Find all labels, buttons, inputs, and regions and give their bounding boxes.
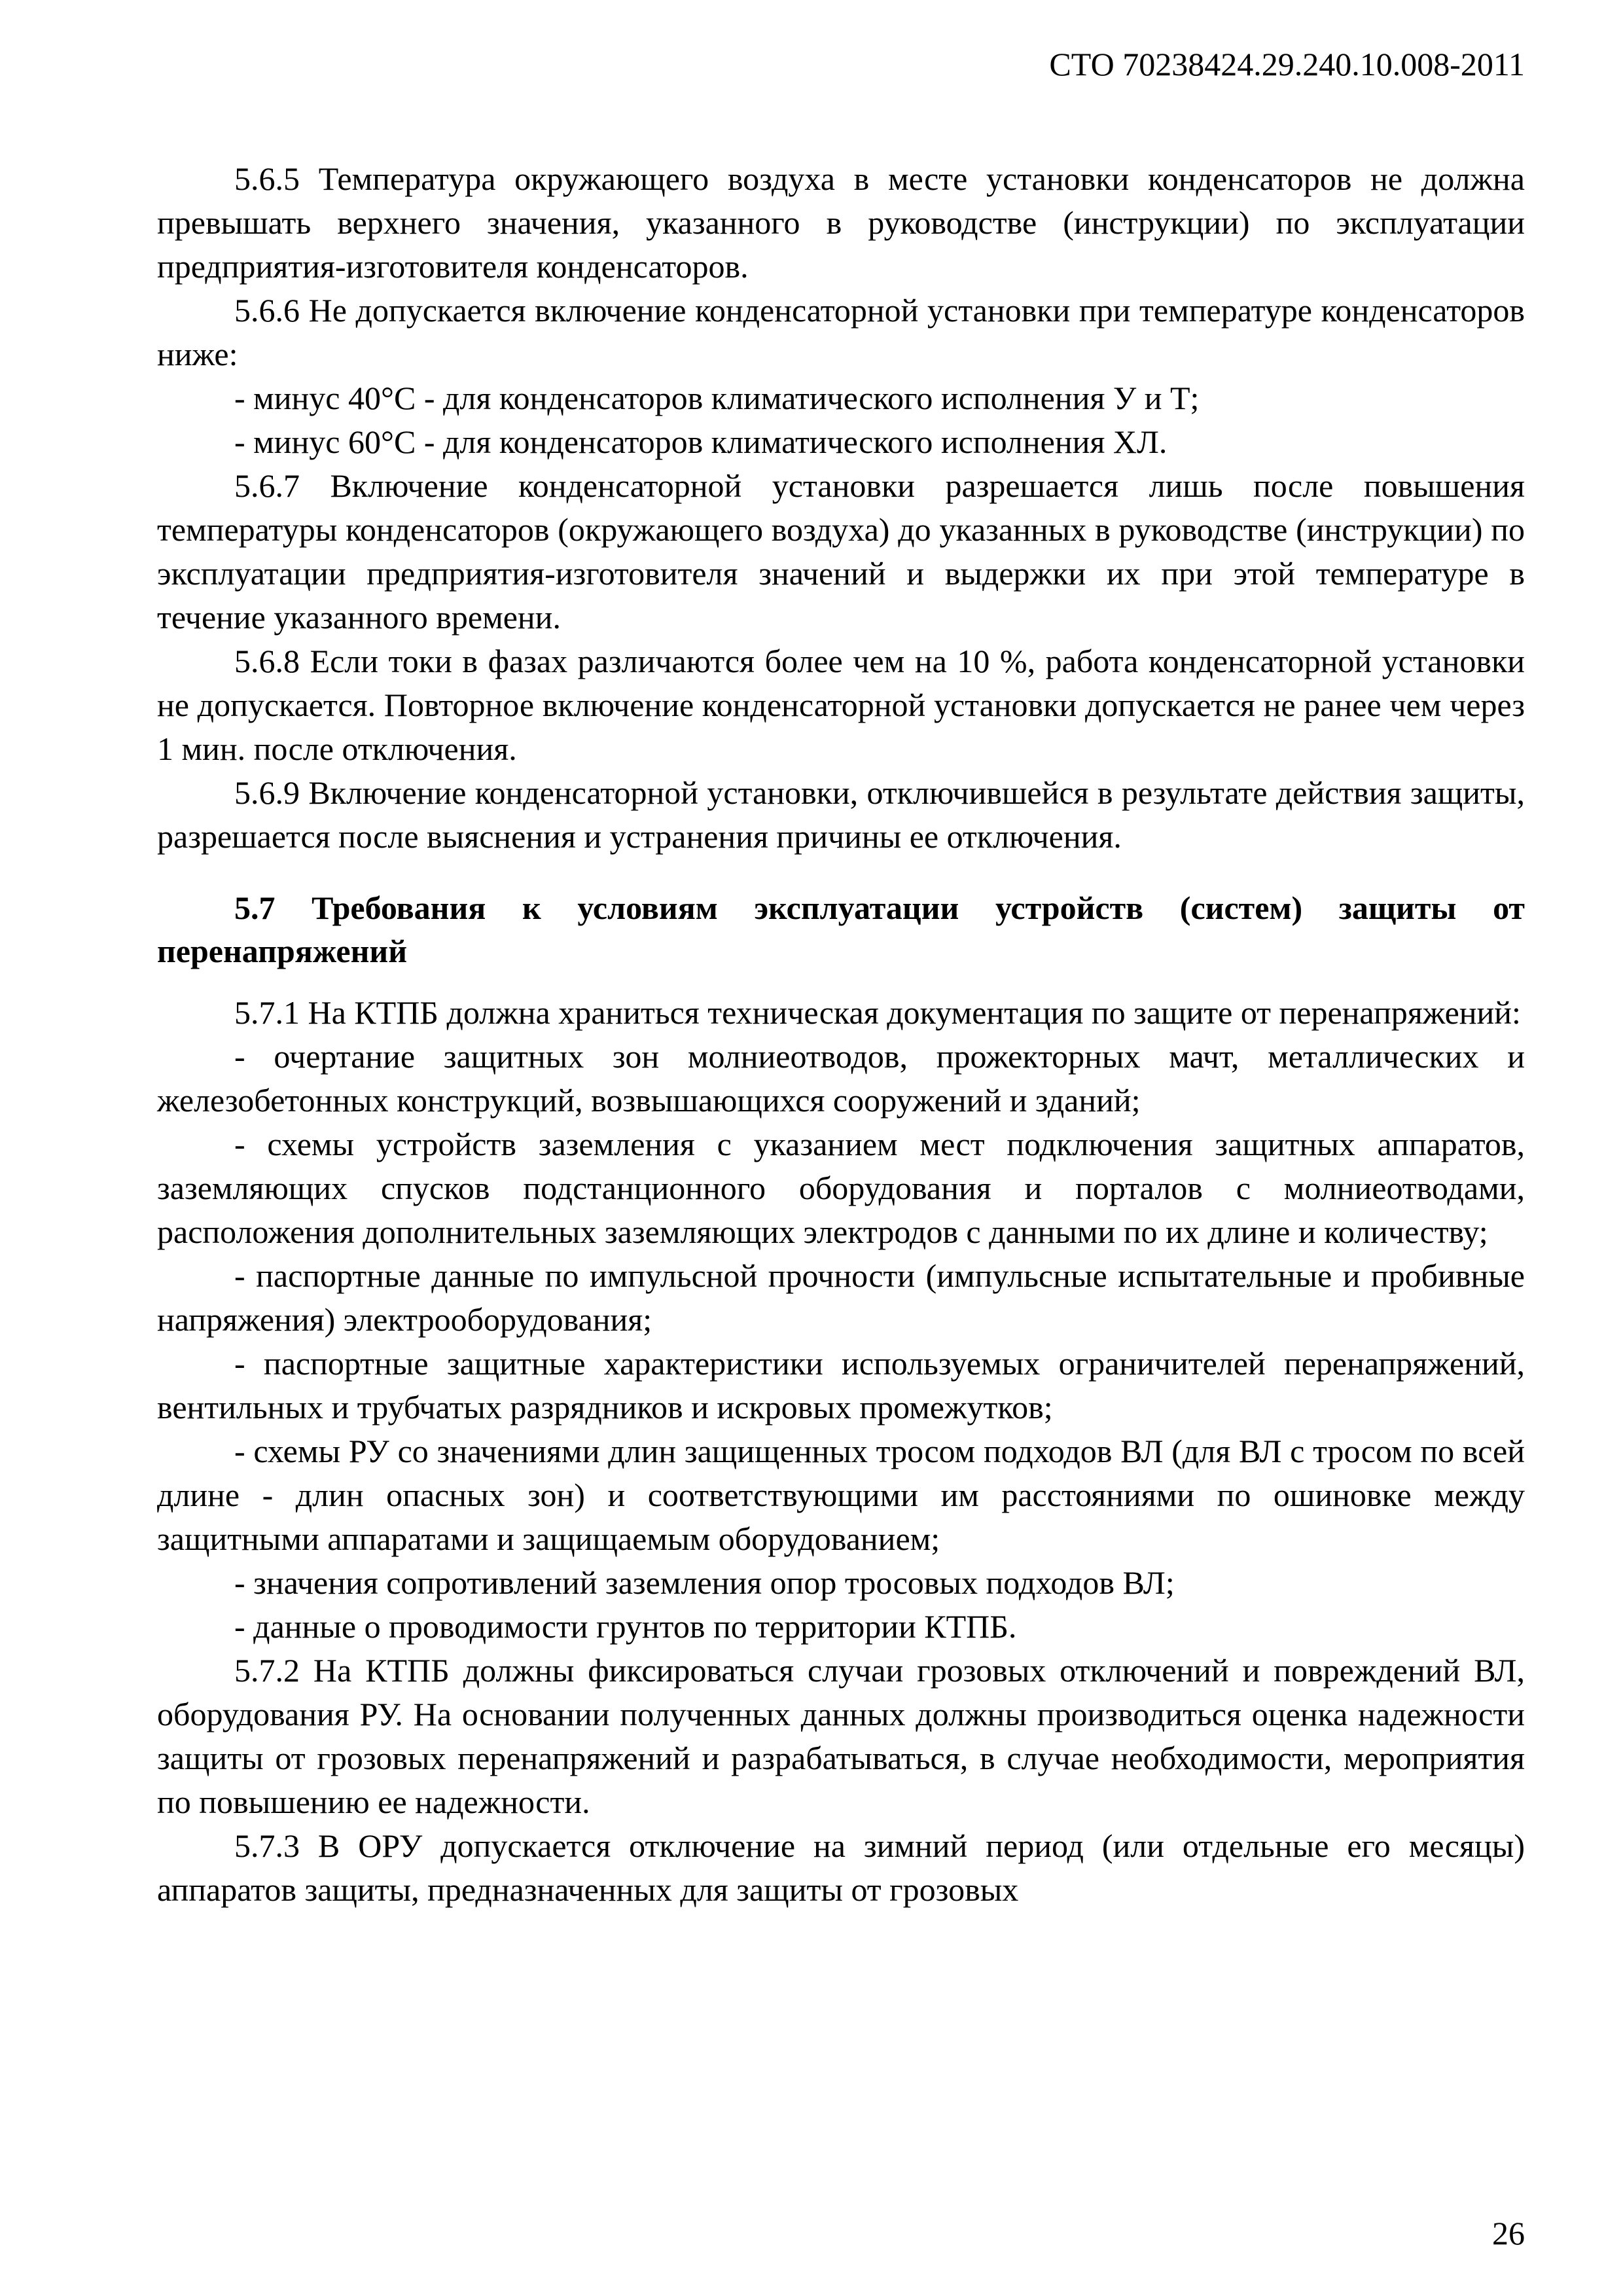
paragraph-5-6-7: 5.6.7 Включение конденсаторной установки разрешается лишь после повышения температуры конденсаторов (окружающего воздуха) до указанных в руководстве (инструкции) по эксплуатации предприятия-изготовителя значений и выдержки их при этой температуре в течение указанного времени. — [157, 467, 1525, 636]
document-body — [157, 157, 1525, 1912]
list-item-protection-zones: - очертание защитных зон молниеотводов, прожекторных мачт, металлических и железобетонных конструкций, возвышающихся сооружений и зданий; — [157, 1038, 1525, 1119]
list-item-switchgear-schemes: - схемы РУ со значениями длин защищенных тросом подходов ВЛ (для ВЛ с тросом по всей длине - длин опасных зон) и соответствующими им расстояниями по ошиновке между защитными аппаратами и защищаемым оборудованием; — [157, 1433, 1525, 1557]
section-heading-5-7: 5.7 Требования к условиям эксплуатации устройств (систем) защиты от перенапряжений — [157, 889, 1525, 969]
list-item-surge-arresters: - паспортные защитные характеристики используемых ограничителей перенапряжений, вентильных и трубчатых разрядников и искровых промежутков; — [157, 1345, 1525, 1426]
paragraph-5-6-5: 5.6.5 Температура окружающего воздуха в месте установки конденсаторов не должна превышать верхнего значения, указанного в руководстве (инструкции) по эксплуатации предприятия-изготовителя конденсаторов. — [157, 160, 1525, 285]
paragraph-5-7-2: 5.7.2 На КТПБ должны фиксироваться случаи грозовых отключений и повреждений ВЛ, оборудования РУ. На основании полученных данных должны производиться оценка надежности защиты от грозовых перенапряжений и разрабатываться, в случае необходимости, мероприятия по повышению ее надежности. — [157, 1652, 1525, 1820]
paragraph-5-6-8: 5.6.8 Если токи в фазах различаются более чем на 10 %, работа конденсаторной установки не допускается. Повторное включение конденсаторной установки допускается не ранее чем через 1 мин. после отключения. — [157, 643, 1525, 767]
list-item-minus-60: - минус 60°С - для конденсаторов климатического исполнения ХЛ. — [234, 423, 1168, 460]
paragraph-5-6-6: 5.6.6 Не допускается включение конденсаторной установки при температуре конденсаторов ниже: — [157, 292, 1525, 372]
paragraph-5-7-3: 5.7.3 В ОРУ допускается отключение на зимний период (или отдельные его месяцы) аппаратов защиты, предназначенных для защиты от грозовых — [157, 1827, 1525, 1908]
paragraph-5-7-1: 5.7.1 На КТПБ должна храниться техническая документация по защите от перенапряжений: — [234, 994, 1521, 1031]
document-code: СТО 70238424.29.240.10.008-2011 — [1049, 46, 1525, 82]
list-item-soil-conductivity: - данные о проводимости грунтов по территории КТПБ. — [234, 1608, 1017, 1645]
list-item-grounding-resistance: - значения сопротивлений заземления опор тросовых подходов ВЛ; — [234, 1564, 1175, 1601]
paragraph-5-6-9: 5.6.9 Включение конденсаторной установки, отключившейся в результате действия защиты, разрешается после выяснения и устранения причины ее отключения. — [157, 774, 1525, 855]
list-item-grounding-schemes: - схемы устройств заземления с указанием мест подключения защитных аппаратов, заземляющих спусков подстанционного оборудования и порталов с молниеотводами, расположения дополнительных заземляющих электродов с данными по их длине и количеству; — [157, 1126, 1525, 1250]
list-item-impulse-strength: - паспортные данные по импульсной прочности (импульсные испытательные и пробивные напряжения) электрооборудования; — [157, 1257, 1525, 1338]
list-item-minus-40: - минус 40°С - для конденсаторов климатического исполнения У и Т; — [234, 380, 1200, 416]
page-number: 26 — [1492, 2215, 1525, 2251]
